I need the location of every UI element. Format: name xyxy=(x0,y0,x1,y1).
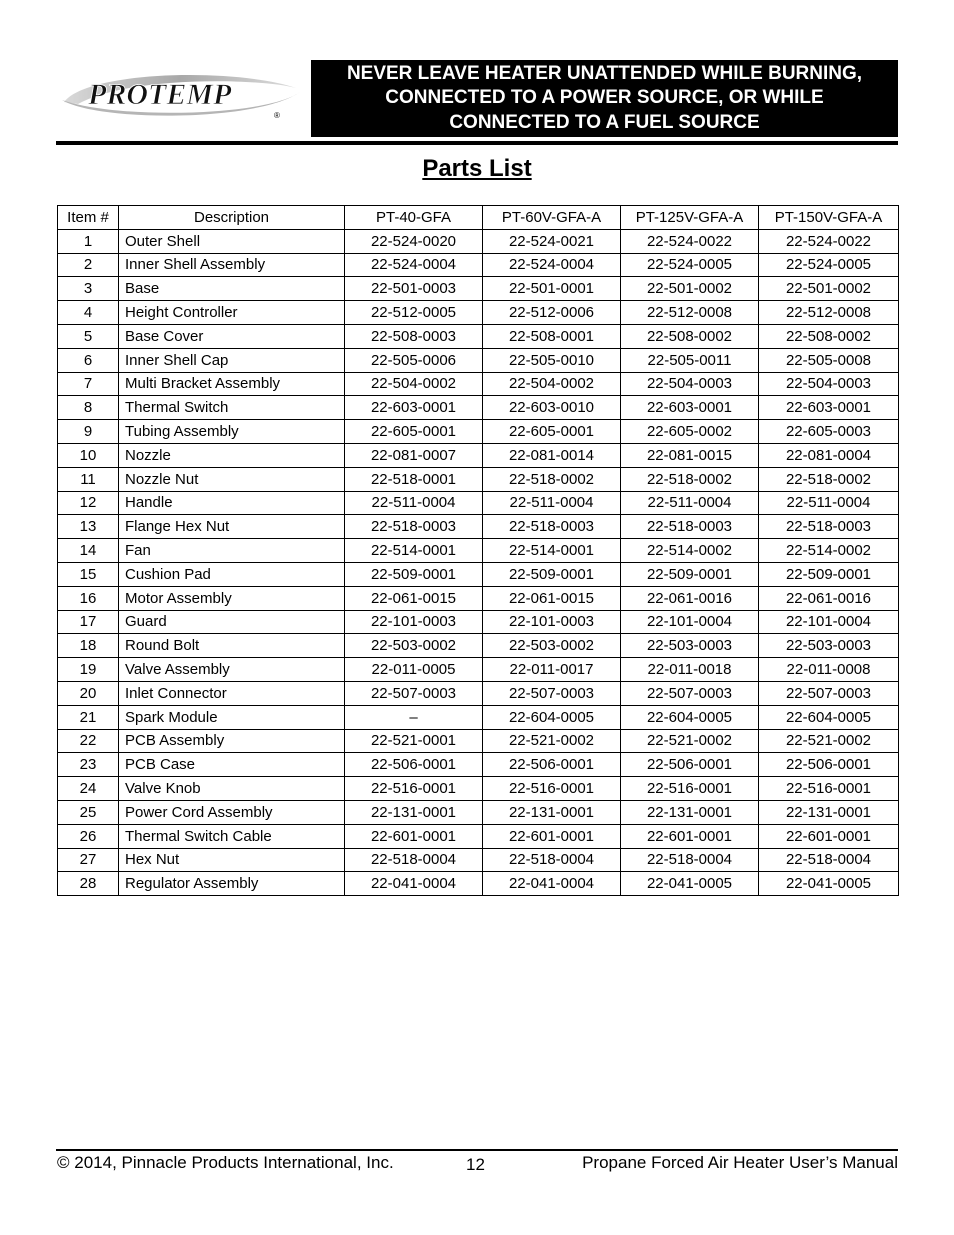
table-row xyxy=(58,324,899,348)
table-row xyxy=(58,800,899,824)
part-number-cell: 22-131-0001 xyxy=(759,800,899,824)
part-number-cell: 22-506-0001 xyxy=(621,753,759,777)
part-number-cell: 22-518-0001 xyxy=(345,467,483,491)
description-cell: Motor Assembly xyxy=(119,586,345,610)
part-number-cell: 22-081-0007 xyxy=(345,443,483,467)
part-number-cell: 22-605-0003 xyxy=(759,420,899,444)
part-number-cell: 22-604-0005 xyxy=(621,705,759,729)
part-number-cell: 22-512-0008 xyxy=(621,301,759,325)
description-cell: Spark Module xyxy=(119,705,345,729)
description-cell: Valve Knob xyxy=(119,777,345,801)
part-number-cell: 22-041-0004 xyxy=(483,872,621,896)
part-number-cell: 22-518-0004 xyxy=(345,848,483,872)
part-number-cell: 22-041-0005 xyxy=(621,872,759,896)
table-row xyxy=(58,753,899,777)
table-row xyxy=(58,705,899,729)
part-number-cell: 22-101-0003 xyxy=(483,610,621,634)
part-number-cell: 22-061-0016 xyxy=(759,586,899,610)
item-number-cell: 4 xyxy=(58,301,119,325)
part-number-cell: 22-011-0005 xyxy=(345,658,483,682)
description-cell: Flange Hex Nut xyxy=(119,515,345,539)
table-row xyxy=(58,515,899,539)
part-number-cell: 22-508-0003 xyxy=(345,324,483,348)
part-number-cell: 22-511-0004 xyxy=(345,491,483,515)
part-number-cell: 22-041-0004 xyxy=(345,872,483,896)
table-row xyxy=(58,634,899,658)
part-number-cell: 22-505-0008 xyxy=(759,348,899,372)
description-cell: Handle xyxy=(119,491,345,515)
part-number-cell: 22-507-0003 xyxy=(483,681,621,705)
table-row xyxy=(58,658,899,682)
part-number-cell: 22-101-0003 xyxy=(345,610,483,634)
part-number-cell: 22-605-0001 xyxy=(345,420,483,444)
description-cell: Thermal Switch xyxy=(119,396,345,420)
part-number-cell: 22-505-0006 xyxy=(345,348,483,372)
description-cell: Fan xyxy=(119,539,345,563)
part-number-cell: 22-011-0017 xyxy=(483,658,621,682)
part-number-cell: 22-503-0002 xyxy=(345,634,483,658)
part-number-cell: 22-601-0001 xyxy=(759,824,899,848)
column-header-pt-125v-gfa-a: PT-125V-GFA-A xyxy=(621,206,759,230)
table-row xyxy=(58,253,899,277)
part-number-cell: 22-521-0002 xyxy=(621,729,759,753)
part-number-cell: 22-511-0004 xyxy=(483,491,621,515)
warning-line: CONNECTED TO A FUEL SOURCE xyxy=(449,111,760,133)
protemp-logo xyxy=(58,62,304,130)
part-number-cell: 22-131-0001 xyxy=(345,800,483,824)
part-number-cell: 22-503-0003 xyxy=(621,634,759,658)
logo-wordmark: PROTEMP xyxy=(88,78,232,111)
column-header-description: Description xyxy=(119,206,345,230)
part-number-cell: 22-508-0001 xyxy=(483,324,621,348)
table-row xyxy=(58,610,899,634)
part-number-cell: 22-518-0003 xyxy=(345,515,483,539)
safety-warning-banner xyxy=(311,60,898,137)
part-number-cell: 22-506-0001 xyxy=(345,753,483,777)
part-number-cell: 22-509-0001 xyxy=(345,562,483,586)
description-cell: Valve Assembly xyxy=(119,658,345,682)
part-number-cell: 22-501-0002 xyxy=(759,277,899,301)
table-row xyxy=(58,372,899,396)
description-cell: Base xyxy=(119,277,345,301)
item-number-cell: 19 xyxy=(58,658,119,682)
description-cell: Inner Shell Assembly xyxy=(119,253,345,277)
table-row xyxy=(58,229,899,253)
table-row xyxy=(58,586,899,610)
item-number-cell: 8 xyxy=(58,396,119,420)
part-number-cell: 22-507-0003 xyxy=(345,681,483,705)
item-number-cell: 16 xyxy=(58,586,119,610)
description-cell: Nozzle Nut xyxy=(119,467,345,491)
part-number-cell: 22-508-0002 xyxy=(759,324,899,348)
item-number-cell: 10 xyxy=(58,443,119,467)
parts-table xyxy=(57,205,899,896)
part-number-cell: 22-504-0002 xyxy=(345,372,483,396)
item-number-cell: 11 xyxy=(58,467,119,491)
part-number-cell: – xyxy=(345,705,483,729)
item-number-cell: 27 xyxy=(58,848,119,872)
part-number-cell: 22-081-0004 xyxy=(759,443,899,467)
part-number-cell: 22-503-0003 xyxy=(759,634,899,658)
table-row xyxy=(58,872,899,896)
table-row xyxy=(58,491,899,515)
part-number-cell: 22-512-0008 xyxy=(759,301,899,325)
part-number-cell: 22-506-0001 xyxy=(483,753,621,777)
part-number-cell: 22-518-0002 xyxy=(483,467,621,491)
copyright-text: © 2014, Pinnacle Products International, Inc. xyxy=(57,1153,394,1172)
description-cell: Outer Shell xyxy=(119,229,345,253)
item-number-cell: 22 xyxy=(58,729,119,753)
part-number-cell: 22-131-0001 xyxy=(483,800,621,824)
part-number-cell: 22-509-0001 xyxy=(759,562,899,586)
part-number-cell: 22-011-0018 xyxy=(621,658,759,682)
part-number-cell: 22-501-0001 xyxy=(483,277,621,301)
part-number-cell: 22-524-0022 xyxy=(759,229,899,253)
part-number-cell: 22-603-0001 xyxy=(621,396,759,420)
part-number-cell: 22-505-0010 xyxy=(483,348,621,372)
part-number-cell: 22-518-0003 xyxy=(483,515,621,539)
part-number-cell: 22-601-0001 xyxy=(621,824,759,848)
part-number-cell: 22-605-0001 xyxy=(483,420,621,444)
part-number-cell: 22-514-0002 xyxy=(621,539,759,563)
part-number-cell: 22-501-0002 xyxy=(621,277,759,301)
part-number-cell: 22-512-0006 xyxy=(483,301,621,325)
description-cell: Tubing Assembly xyxy=(119,420,345,444)
part-number-cell: 22-501-0003 xyxy=(345,277,483,301)
part-number-cell: 22-518-0002 xyxy=(759,467,899,491)
item-number-cell: 25 xyxy=(58,800,119,824)
table-row xyxy=(58,824,899,848)
part-number-cell: 22-081-0014 xyxy=(483,443,621,467)
registered-mark: ® xyxy=(274,111,280,120)
part-number-cell: 22-516-0001 xyxy=(759,777,899,801)
description-cell: Guard xyxy=(119,610,345,634)
part-number-cell: 22-506-0001 xyxy=(759,753,899,777)
item-number-cell: 17 xyxy=(58,610,119,634)
part-number-cell: 22-518-0003 xyxy=(759,515,899,539)
part-number-cell: 22-504-0003 xyxy=(621,372,759,396)
part-number-cell: 22-601-0001 xyxy=(483,824,621,848)
description-cell: Cushion Pad xyxy=(119,562,345,586)
part-number-cell: 22-521-0002 xyxy=(483,729,621,753)
part-number-cell: 22-516-0001 xyxy=(621,777,759,801)
part-number-cell: 22-524-0004 xyxy=(483,253,621,277)
item-number-cell: 6 xyxy=(58,348,119,372)
page-number: 12 xyxy=(466,1155,485,1174)
part-number-cell: 22-011-0008 xyxy=(759,658,899,682)
table-row xyxy=(58,729,899,753)
part-number-cell: 22-518-0004 xyxy=(621,848,759,872)
item-number-cell: 2 xyxy=(58,253,119,277)
part-number-cell: 22-518-0003 xyxy=(621,515,759,539)
description-cell: Inlet Connector xyxy=(119,681,345,705)
warning-line: NEVER LEAVE HEATER UNATTENDED WHILE BURNING, xyxy=(346,62,863,84)
item-number-cell: 21 xyxy=(58,705,119,729)
table-row xyxy=(58,443,899,467)
part-number-cell: 22-605-0002 xyxy=(621,420,759,444)
item-number-cell: 14 xyxy=(58,539,119,563)
part-number-cell: 22-509-0001 xyxy=(483,562,621,586)
part-number-cell: 22-516-0001 xyxy=(345,777,483,801)
table-row xyxy=(58,681,899,705)
part-number-cell: 22-516-0001 xyxy=(483,777,621,801)
part-number-cell: 22-514-0002 xyxy=(759,539,899,563)
warning-line: CONNECTED TO A POWER SOURCE, OR WHILE xyxy=(385,87,824,109)
description-cell: Multi Bracket Assembly xyxy=(119,372,345,396)
description-cell: Height Controller xyxy=(119,301,345,325)
table-row xyxy=(58,277,899,301)
column-header-item: Item # xyxy=(58,206,119,230)
part-number-cell: 22-511-0004 xyxy=(621,491,759,515)
part-number-cell: 22-604-0005 xyxy=(483,705,621,729)
item-number-cell: 9 xyxy=(58,420,119,444)
part-number-cell: 22-524-0022 xyxy=(621,229,759,253)
description-cell: PCB Case xyxy=(119,753,345,777)
part-number-cell: 22-518-0004 xyxy=(483,848,621,872)
part-number-cell: 22-101-0004 xyxy=(759,610,899,634)
item-number-cell: 26 xyxy=(58,824,119,848)
part-number-cell: 22-524-0021 xyxy=(483,229,621,253)
parts-table-body xyxy=(58,229,899,895)
part-number-cell: 22-511-0004 xyxy=(759,491,899,515)
part-number-cell: 22-603-0001 xyxy=(759,396,899,420)
description-cell: Hex Nut xyxy=(119,848,345,872)
table-row xyxy=(58,396,899,420)
part-number-cell: 22-503-0002 xyxy=(483,634,621,658)
table-row xyxy=(58,848,899,872)
part-number-cell: 22-508-0002 xyxy=(621,324,759,348)
manual-title: Propane Forced Air Heater User’s Manual xyxy=(582,1153,898,1172)
item-number-cell: 18 xyxy=(58,634,119,658)
item-number-cell: 23 xyxy=(58,753,119,777)
table-row xyxy=(58,539,899,563)
part-number-cell: 22-524-0020 xyxy=(345,229,483,253)
item-number-cell: 5 xyxy=(58,324,119,348)
part-number-cell: 22-524-0005 xyxy=(621,253,759,277)
part-number-cell: 22-507-0003 xyxy=(759,681,899,705)
footer-divider xyxy=(56,1149,898,1151)
part-number-cell: 22-521-0002 xyxy=(759,729,899,753)
table-row xyxy=(58,467,899,491)
description-cell: Thermal Switch Cable xyxy=(119,824,345,848)
part-number-cell: 22-061-0015 xyxy=(345,586,483,610)
description-cell: PCB Assembly xyxy=(119,729,345,753)
part-number-cell: 22-603-0010 xyxy=(483,396,621,420)
part-number-cell: 22-524-0004 xyxy=(345,253,483,277)
part-number-cell: 22-518-0004 xyxy=(759,848,899,872)
table-header-row xyxy=(58,206,899,230)
part-number-cell: 22-504-0003 xyxy=(759,372,899,396)
column-header-pt-150v-gfa-a: PT-150V-GFA-A xyxy=(759,206,899,230)
description-cell: Nozzle xyxy=(119,443,345,467)
item-number-cell: 28 xyxy=(58,872,119,896)
table-row xyxy=(58,562,899,586)
description-cell: Regulator Assembly xyxy=(119,872,345,896)
description-cell: Round Bolt xyxy=(119,634,345,658)
part-number-cell: 22-507-0003 xyxy=(621,681,759,705)
item-number-cell: 24 xyxy=(58,777,119,801)
column-header-pt-40-gfa: PT-40-GFA xyxy=(345,206,483,230)
part-number-cell: 22-081-0015 xyxy=(621,443,759,467)
part-number-cell: 22-518-0002 xyxy=(621,467,759,491)
part-number-cell: 22-521-0001 xyxy=(345,729,483,753)
part-number-cell: 22-101-0004 xyxy=(621,610,759,634)
item-number-cell: 1 xyxy=(58,229,119,253)
item-number-cell: 12 xyxy=(58,491,119,515)
part-number-cell: 22-061-0015 xyxy=(483,586,621,610)
table-row xyxy=(58,348,899,372)
description-cell: Inner Shell Cap xyxy=(119,348,345,372)
page-title: Parts List xyxy=(422,155,532,182)
part-number-cell: 22-509-0001 xyxy=(621,562,759,586)
part-number-cell: 22-131-0001 xyxy=(621,800,759,824)
table-row xyxy=(58,301,899,325)
table-row xyxy=(58,777,899,801)
part-number-cell: 22-514-0001 xyxy=(345,539,483,563)
item-number-cell: 3 xyxy=(58,277,119,301)
description-cell: Power Cord Assembly xyxy=(119,800,345,824)
part-number-cell: 22-041-0005 xyxy=(759,872,899,896)
item-number-cell: 13 xyxy=(58,515,119,539)
part-number-cell: 22-604-0005 xyxy=(759,705,899,729)
item-number-cell: 7 xyxy=(58,372,119,396)
part-number-cell: 22-524-0005 xyxy=(759,253,899,277)
part-number-cell: 22-505-0011 xyxy=(621,348,759,372)
part-number-cell: 22-504-0002 xyxy=(483,372,621,396)
part-number-cell: 22-512-0005 xyxy=(345,301,483,325)
item-number-cell: 15 xyxy=(58,562,119,586)
part-number-cell: 22-601-0001 xyxy=(345,824,483,848)
part-number-cell: 22-061-0016 xyxy=(621,586,759,610)
table-row xyxy=(58,420,899,444)
part-number-cell: 22-514-0001 xyxy=(483,539,621,563)
part-number-cell: 22-603-0001 xyxy=(345,396,483,420)
header-divider xyxy=(56,141,898,145)
description-cell: Base Cover xyxy=(119,324,345,348)
column-header-pt-60v-gfa-a: PT-60V-GFA-A xyxy=(483,206,621,230)
item-number-cell: 20 xyxy=(58,681,119,705)
